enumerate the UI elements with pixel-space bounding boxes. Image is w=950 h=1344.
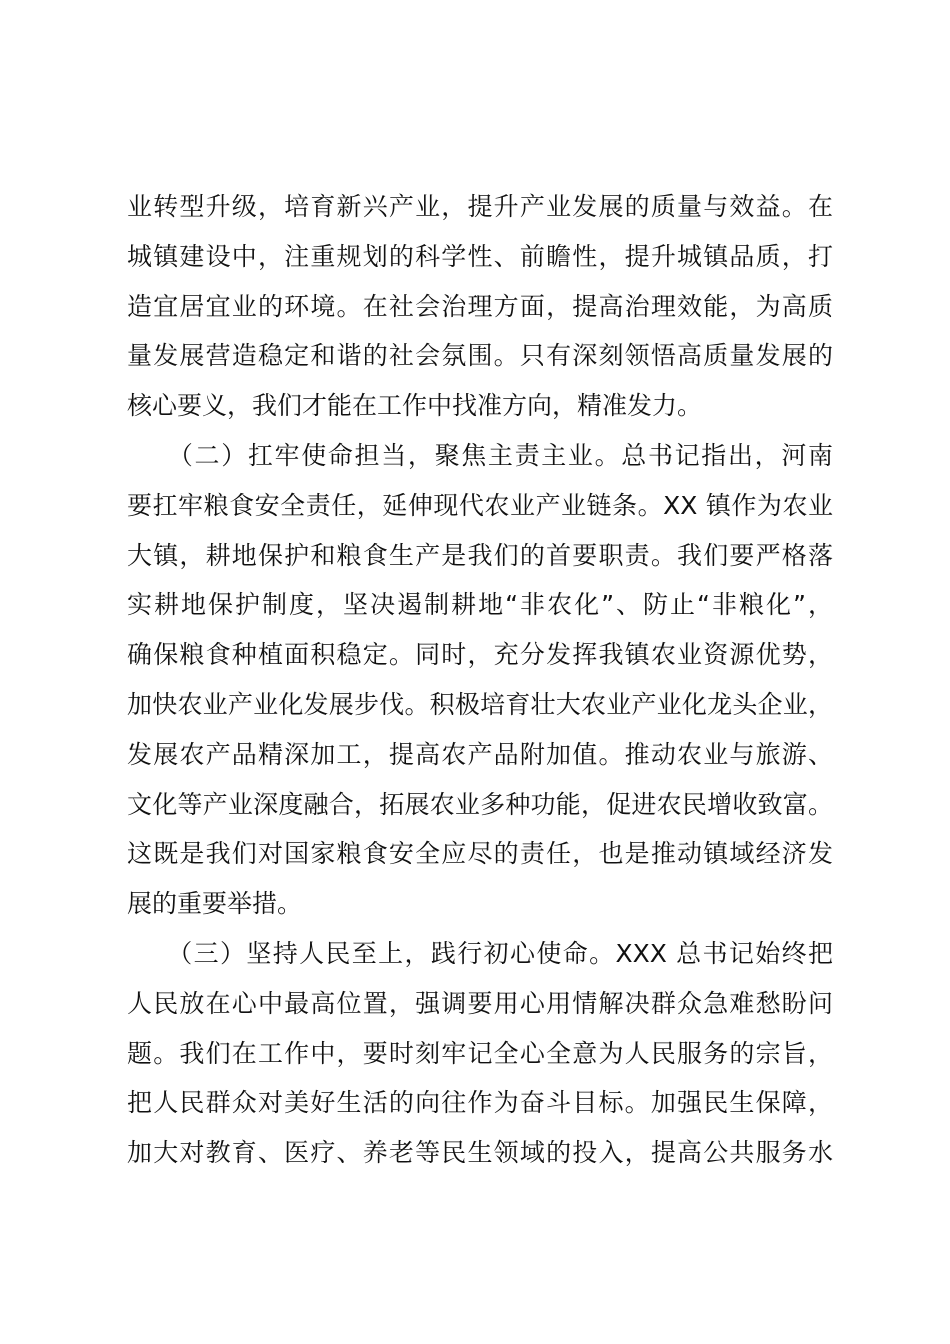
text-line: 要扛牢粮食安全责任，延伸现代农业产业链条。XX 镇作为农业 (127, 490, 833, 520)
text-line: 题。我们在工作中，要时刻牢记全心全意为人民服务的宗旨， (127, 1038, 833, 1068)
paragraph (127, 929, 833, 1178)
text-line: 实耕地保护制度，坚决遏制耕地“非农化”、防止“非粮化”， (127, 590, 833, 620)
text-line: 这既是我们对国家粮食安全应尽的责任，也是推动镇域经济发 (127, 839, 833, 869)
text-line: 把人民群众对美好生活的向往作为奋斗目标。加强民生保障， (127, 1088, 833, 1118)
text-line: 加大对教育、医疗、养老等民生领域的投入，提高公共服务水 (127, 1138, 833, 1168)
text-line: 展的重要举措。 (127, 889, 303, 919)
text-line: 造宜居宜业的环境。在社会治理方面，提高治理效能，为高质 (127, 291, 833, 321)
text-line: 城镇建设中，注重规划的科学性、前瞻性，提升城镇品质，打 (127, 241, 833, 271)
text-line: （二）扛牢使命担当，聚焦主责主业。总书记指出，河南 (127, 440, 833, 470)
text-line: 量发展营造稳定和谐的社会氛围。只有深刻领悟高质量发展的 (127, 341, 833, 371)
text-line: 发展农产品精深加工，提高农产品附加值。推动农业与旅游、 (127, 739, 833, 769)
text-line: 人民放在心中最高位置，强调要用心用情解决群众急难愁盼问 (127, 988, 833, 1018)
text-line: 加快农业产业化发展步伐。积极培育壮大农业产业化龙头企业， (127, 689, 833, 719)
document-body (127, 182, 833, 1178)
text-line: 业转型升级，培育新兴产业，提升产业发展的质量与效益。在 (127, 192, 833, 221)
paragraph (127, 182, 833, 431)
text-line: 大镇，耕地保护和粮食生产是我们的首要职责。我们要严格落 (127, 540, 833, 570)
text-line: 核心要义，我们才能在工作中找准方向，精准发力。 (127, 391, 703, 421)
text-line: （三）坚持人民至上，践行初心使命。XXX 总书记始终把 (127, 938, 833, 968)
text-line: 确保粮食种植面积稳定。同时，充分发挥我镇农业资源优势， (127, 640, 833, 670)
paragraph (127, 431, 833, 929)
text-line: 文化等产业深度融合，拓展农业多种功能，促进农民增收致富。 (127, 789, 833, 819)
